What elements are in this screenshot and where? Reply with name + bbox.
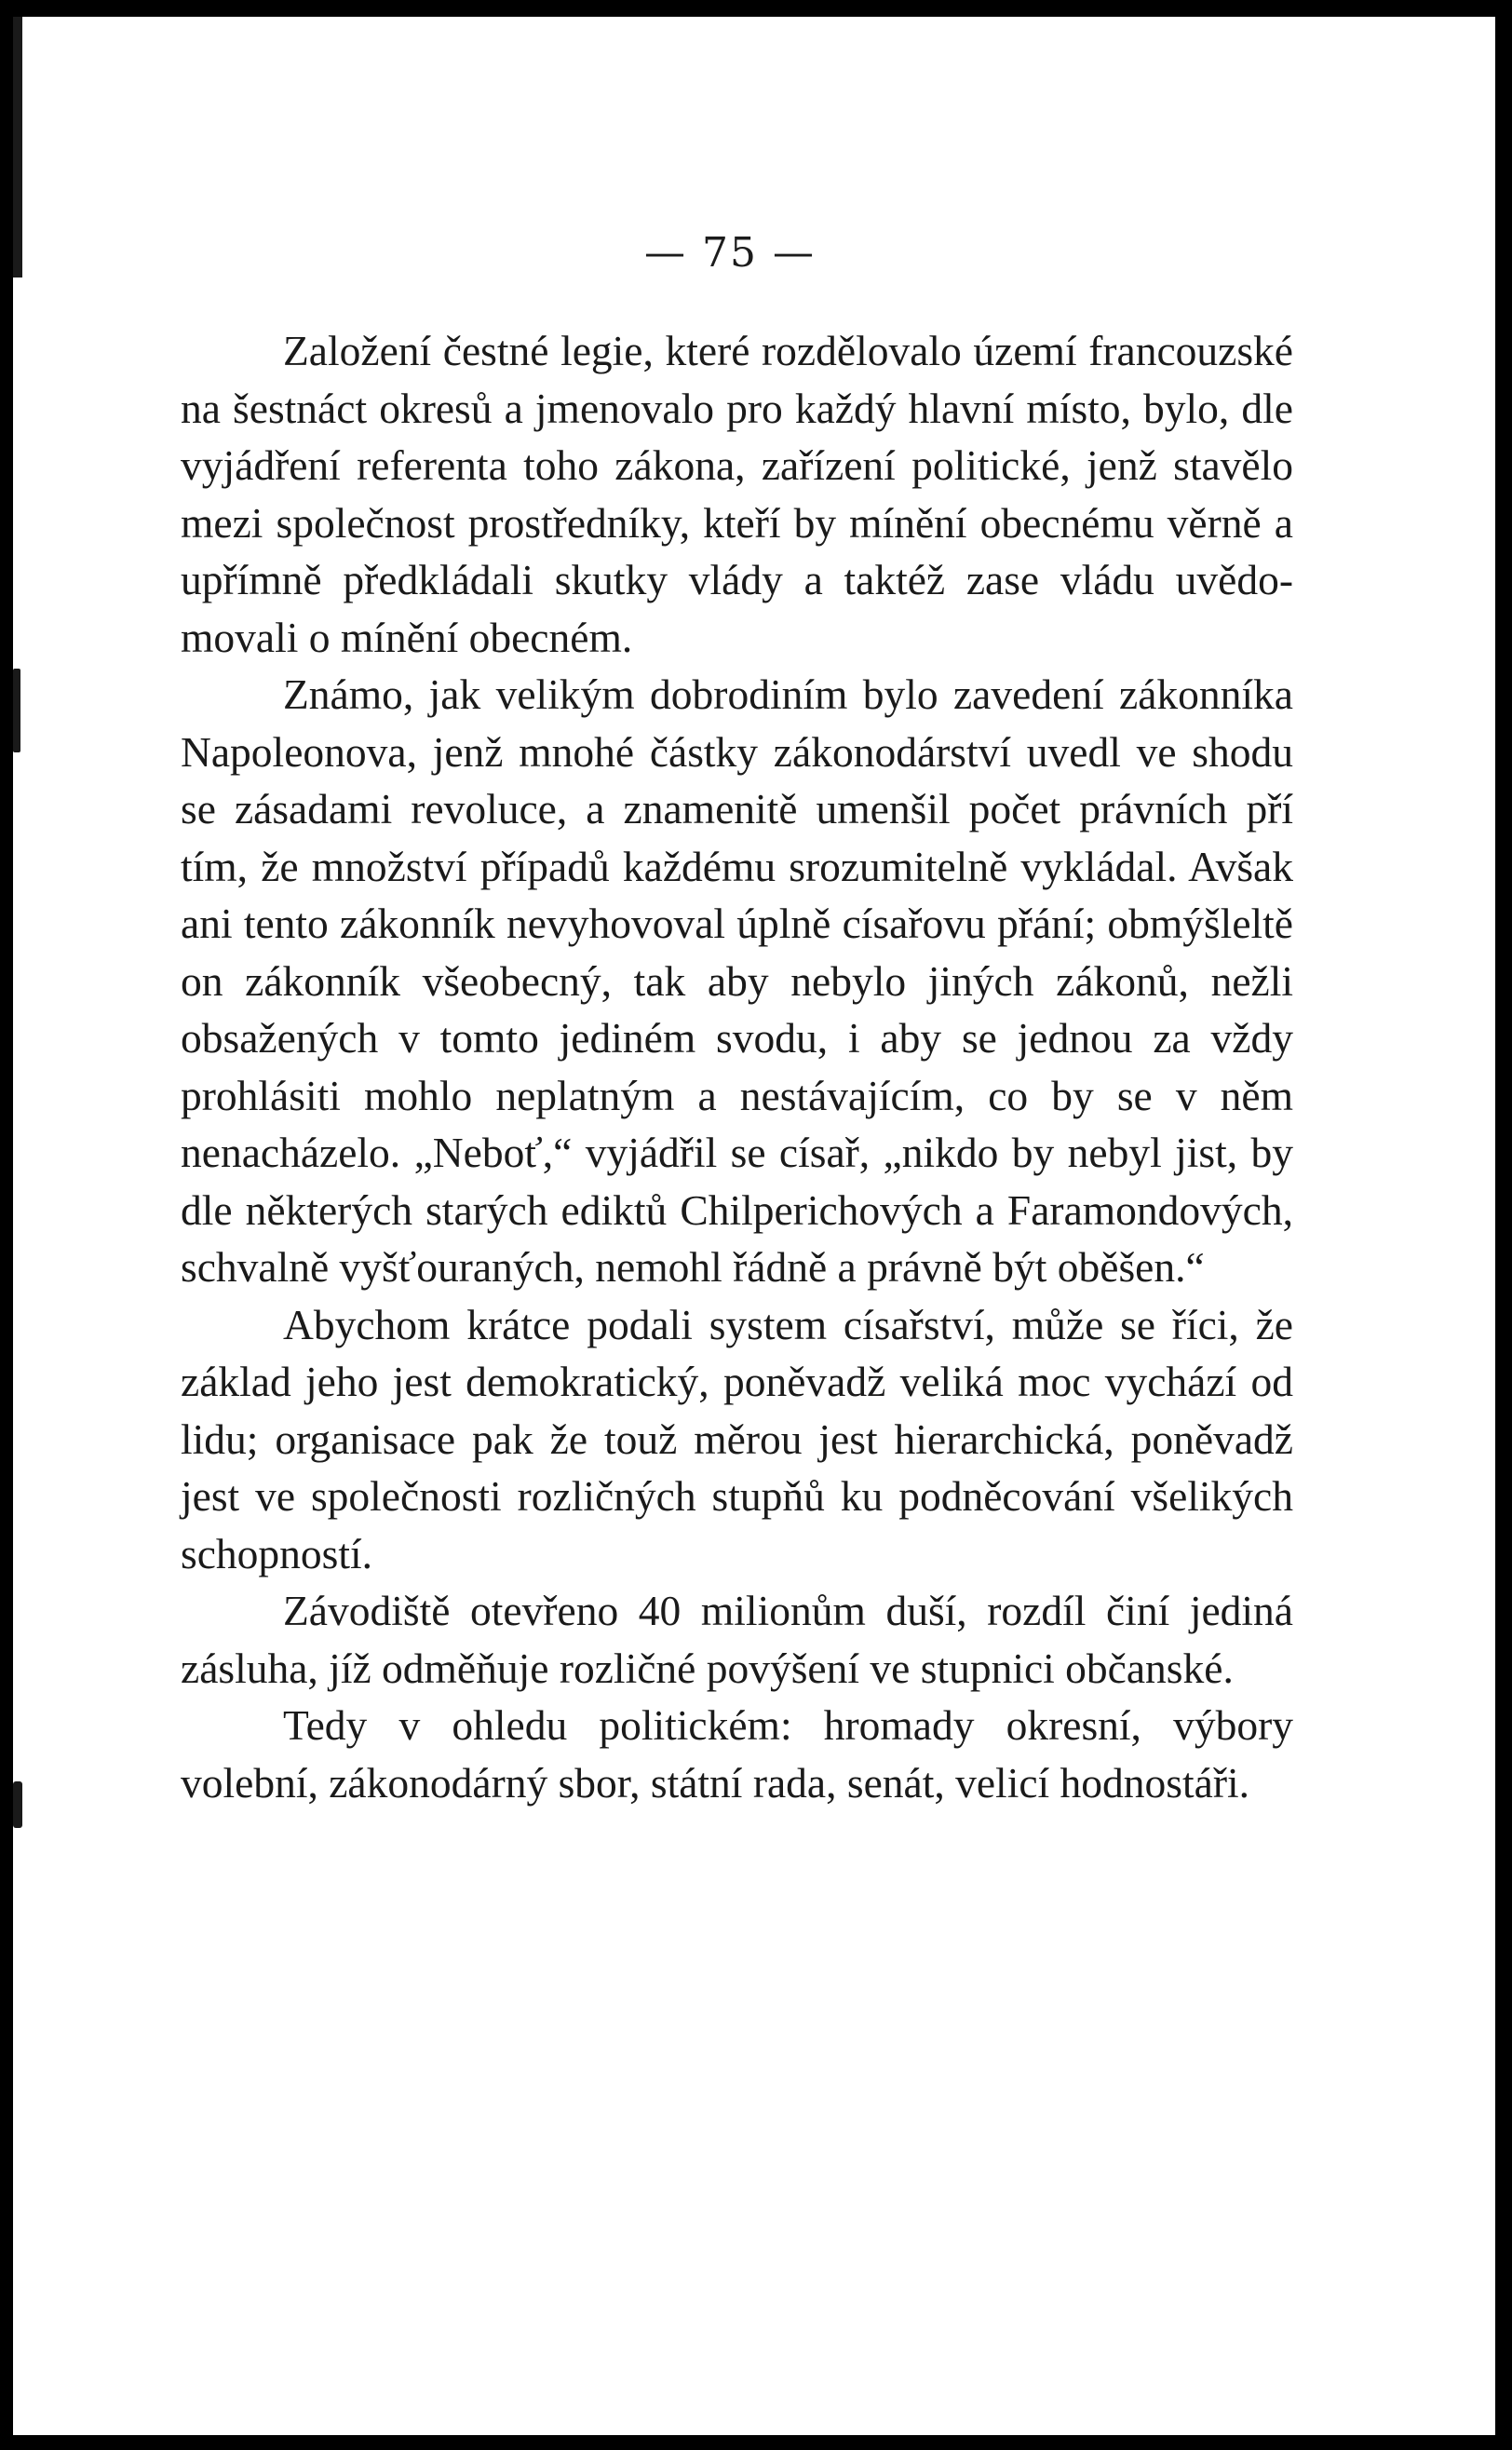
scan-edge-mark	[13, 1781, 22, 1828]
scan-edge-mark	[13, 17, 22, 277]
scan-edge-mark	[13, 669, 20, 752]
paragraph: Tedy v ohledu politickém: hromady okresní, výbory volební, zákonodárný sbor, státní rada, senát, velicí hodnostáři.	[181, 1701, 1293, 1807]
paragraph: Známo, jak velikým dobrodiním bylo zavedení zákonníka Napoleonova, jenž mnohé částky zákonodárství uvedl ve shodu se zásadami revoluce, a znamenitě umenšil počet právních pří tím, že množství případů každému srozumitelně vykládal. Avšak ani tento zákonník nevyhovoval úplně císařovu přání; obmýšleltě on zákonník všeobecný, tak aby nebylo jiných zákonů, nežli obsažených v tomto jediném svodu, i aby se jednou za vždy prohlásiti mohlo neplatným a nestávajícím, co by se v něm nenacházelo. „Neboť,“ vyjádřil se císař, „nikdo by nebyl jist, by dle některých starých ediktů Chilperichových a Faramondových, schvalně vyšťouraných, nemohl řádně a právně být oběšen.“	[181, 670, 1293, 1291]
paragraph: Založení čestné legie, které rozdělovalo území francouzské na šestnáct okresů a jmenovalo pro každý hlavní místo, bylo, dle vyjádření referenta toho zákona, zařízení politické, jenž stavělo mezi společnost prostředníky, kteří by mínění obecnému věrně a upřímně předkládali skutky vlády a taktéž zase vládu uvědomovali o mínění obecném.	[181, 327, 1293, 661]
body-text	[181, 322, 1293, 1811]
paragraph: Abychom krátce podali system císařství, může se říci, že základ jeho jest demokratický, poněvadž veliká moc vychází od lidu; organisace pak že touž měrou jest hierarchická, poněvadž jest ve společnosti rozličných stupňů ku podněcování všelikých schopností.	[181, 1300, 1293, 1577]
document-page	[13, 17, 1495, 2435]
page-number: — 75 —	[644, 229, 816, 277]
paragraph: Závodiště otevřeno 40 milionům duší, rozdíl činí jediná zásluha, jíž odměňuje rozličné povýšení ve stupnici občanské.	[181, 1587, 1293, 1692]
